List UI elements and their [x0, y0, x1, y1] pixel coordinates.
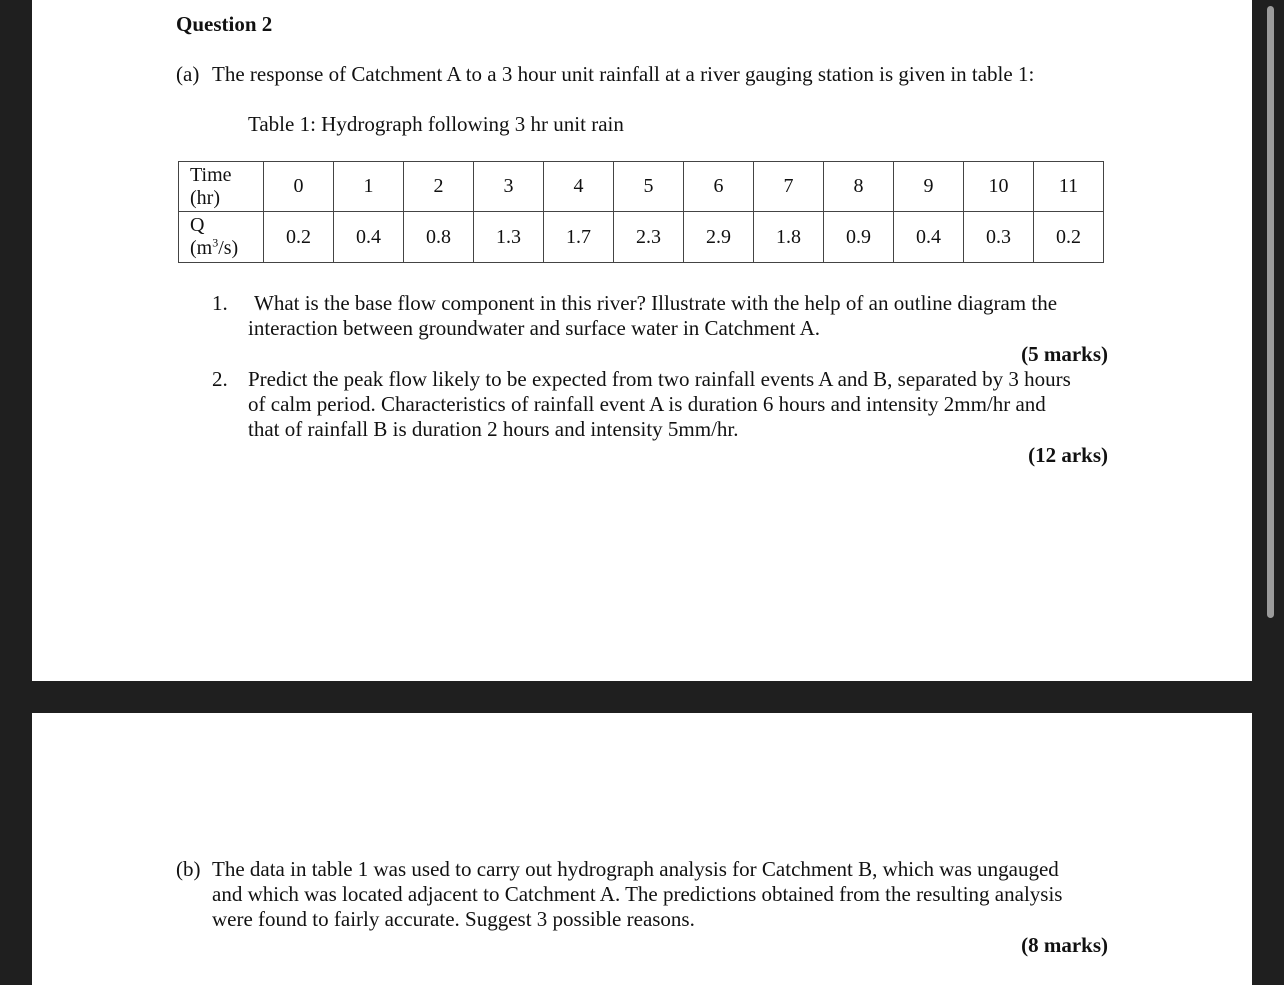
discharge-cell: 0.4	[334, 212, 404, 263]
discharge-cell: 1.8	[754, 212, 824, 263]
time-header	[179, 162, 264, 212]
time-cell: 11	[1034, 162, 1104, 212]
part-b-line-3: were found to fairly accurate. Suggest 3 possible reasons.	[212, 907, 695, 931]
discharge-cell: 2.9	[684, 212, 754, 263]
question-title: Question 2	[176, 12, 273, 36]
time-cell: 0	[264, 162, 334, 212]
scrollbar-thumb[interactable]	[1267, 6, 1274, 618]
part-a-label: (a)	[176, 62, 200, 86]
discharge-cell: 1.7	[544, 212, 614, 263]
time-cell: 4	[544, 162, 614, 212]
time-cell: 5	[614, 162, 684, 212]
discharge-header-label: Q	[190, 214, 205, 236]
part-b-marks: (8 marks)	[1021, 933, 1108, 957]
discharge-cell: 0.2	[264, 212, 334, 263]
discharge-cell: 0.3	[964, 212, 1034, 263]
discharge-header-unit: $(m^3/s)$	[190, 235, 239, 259]
part-b-label: (b)	[176, 857, 201, 881]
time-cell: 7	[754, 162, 824, 212]
item-2-marks: (12 arks)	[1028, 443, 1108, 467]
discharge-cell: 2.3	[614, 212, 684, 263]
discharge-header	[179, 212, 264, 263]
time-cell: 3	[474, 162, 544, 212]
time-cell: 2	[404, 162, 474, 212]
part-b-line-1: The data in table 1 was used to carry out hydrograph analysis for Catchment B, which was ungauged	[212, 857, 1059, 881]
time-header-unit: (hr)	[190, 186, 220, 209]
time-cell: 6	[684, 162, 754, 212]
discharge-cell: 0.2	[1034, 212, 1104, 263]
time-cell: 1	[334, 162, 404, 212]
table-caption: Table 1: Hydrograph following 3 hr unit rain	[248, 112, 624, 136]
time-cell: 10	[964, 162, 1034, 212]
part-a-text: The response of Catchment A to a 3 hour unit rainfall at a river gauging station is given in table 1:	[212, 62, 1035, 86]
table-row-time	[179, 162, 1104, 212]
discharge-cell: 1.3	[474, 212, 544, 263]
item-1-line-1: What is the base flow component in this river? Illustrate with the help of an outline diagram the	[254, 291, 1058, 315]
discharge-cell: 0.9	[824, 212, 894, 263]
table-row-discharge	[179, 212, 1104, 263]
item-2-number: 2.	[212, 367, 228, 391]
time-cell: 9	[894, 162, 964, 212]
hydrograph-table	[178, 161, 1104, 263]
item-1-line-2: interaction between groundwater and surface water in Catchment A.	[248, 316, 821, 340]
discharge-cell: 0.4	[894, 212, 964, 263]
discharge-cell: 0.8	[404, 212, 474, 263]
time-header-label: Time	[190, 163, 232, 186]
item-2-line-3: that of rainfall B is duration 2 hours and intensity 5mm/hr.	[248, 417, 739, 441]
item-2-line-2: of calm period. Characteristics of rainfall event A is duration 6 hours and intensity 2mm/hr and	[248, 392, 1046, 416]
item-1-number: 1.	[212, 291, 228, 315]
time-cell: 8	[824, 162, 894, 212]
item-2-line-1: Predict the peak flow likely to be expected from two rainfall events A and B, separated by 3 hours	[248, 367, 1071, 391]
part-b-line-2: and which was located adjacent to Catchment A. The predictions obtained from the resulting analysis	[212, 882, 1063, 906]
item-1-marks: (5 marks)	[1021, 342, 1108, 366]
